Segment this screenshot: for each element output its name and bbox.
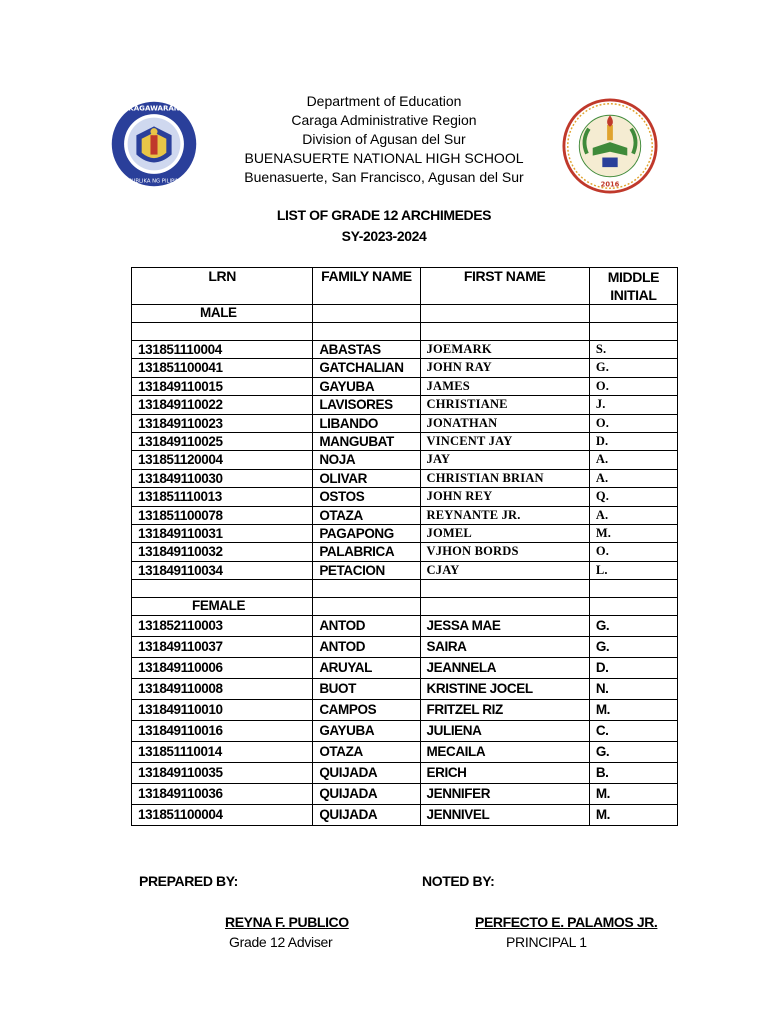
middle-initial-cell: D. [589,658,677,679]
first-name-cell: JOMEL [420,524,589,542]
lrn-cell: 131849110010 [132,700,313,721]
first-name-cell: KRISTINE JOCEL [420,679,589,700]
lrn-cell: 131851110014 [132,742,313,763]
family-name-cell: BUOT [313,679,420,700]
lrn-cell: 131849110035 [132,763,313,784]
family-name-cell: GATCHALIAN [313,359,420,377]
letterhead-school: BUENASUERTE NATIONAL HIGH SCHOOL [244,150,524,166]
first-name-cell: SAIRA [420,637,589,658]
blank-row [132,580,678,598]
family-name-cell: CAMPOS [313,700,420,721]
prepared-by-label: PREPARED BY: [139,873,238,889]
middle-initial-cell: A. [589,469,677,487]
family-name-cell: GAYUBA [313,721,420,742]
lrn-cell: 131849110022 [132,396,313,414]
lrn-cell: 131851110013 [132,488,313,506]
family-name-cell: PAGAPONG [313,524,420,542]
family-name-cell: ANTOD [313,637,420,658]
svg-text:REPUBLIKA NG PILIPINAS: REPUBLIKA NG PILIPINAS [121,178,187,185]
lrn-cell: 131852110003 [132,616,313,637]
family-name-cell: QUIJADA [313,784,420,805]
family-name-cell: GAYUBA [313,377,420,395]
lrn-cell: 131849110037 [132,637,313,658]
family-name-cell: OSTOS [313,488,420,506]
middle-initial-cell: D. [589,432,677,450]
letterhead-division: Division of Agusan del Sur [302,131,466,147]
female-students [132,616,678,826]
table-row [132,742,678,763]
noted-by-name: PERFECTO E. PALAMOS JR. [475,914,658,930]
table-row [132,488,678,506]
table-row [132,805,678,826]
table-row [132,451,678,469]
middle-initial-cell: A. [589,506,677,524]
table-row [132,679,678,700]
first-name-cell: JOHN REY [420,488,589,506]
family-name-cell: NOJA [313,451,420,469]
table-row [132,637,678,658]
female-section-row [132,598,678,616]
middle-initial-cell: N. [589,679,677,700]
family-name-cell: QUIJADA [313,763,420,784]
first-name-cell: JAMES [420,377,589,395]
table-row [132,524,678,542]
prepared-by-title: Grade 12 Adviser [229,934,333,950]
middle-initial-header-line2: INITIAL [610,287,657,303]
lrn-cell: 131849110025 [132,432,313,450]
middle-initial-cell: G. [589,742,677,763]
table-row [132,396,678,414]
middle-initial-cell: C. [589,721,677,742]
noted-by-title: PRINCIPAL 1 [506,934,587,950]
first-name-cell: JAY [420,451,589,469]
lrn-cell: 131849110008 [132,679,313,700]
table-row [132,721,678,742]
letterhead-department: Department of Education [306,93,462,109]
middle-initial-cell: G. [589,616,677,637]
blank-row [132,323,678,341]
student-roster-table [131,267,678,826]
list-title: LIST OF GRADE 12 ARCHIMEDES [276,207,492,223]
table-row [132,432,678,450]
table-row [132,763,678,784]
male-students [132,341,678,580]
family-name-cell: ANTOD [313,616,420,637]
table-row [132,700,678,721]
svg-text:2016: 2016 [600,180,620,189]
lrn-cell: 131849110032 [132,543,313,561]
family-name-cell: OLIVAR [313,469,420,487]
lrn-cell: 131849110031 [132,524,313,542]
table-row [132,414,678,432]
middle-initial-cell: Q. [589,488,677,506]
letterhead-region: Caraga Administrative Region [291,112,477,128]
table-row [132,359,678,377]
family-name-cell: OTAZA [313,742,420,763]
letterhead [0,92,768,187]
family-name-cell: ARUYAL [313,658,420,679]
middle-initial-cell: M. [589,805,677,826]
family-name-cell: QUIJADA [313,805,420,826]
first-name-cell: FRITZEL RIZ [420,700,589,721]
lrn-cell: 131851100004 [132,805,313,826]
table-row [132,469,678,487]
prepared-by-name: REYNA F. PUBLICO [225,914,349,930]
lrn-cell: 131849110016 [132,721,313,742]
first-name-cell: JOHN RAY [420,359,589,377]
family-name-cell: OTAZA [313,506,420,524]
family-name-cell: ABASTAS [313,341,420,359]
family-name-header: FAMILY NAME [313,268,420,305]
first-name-header: FIRST NAME [420,268,589,305]
family-name-cell: MANGUBAT [313,432,420,450]
middle-initial-cell: M. [589,524,677,542]
letterhead-address: Buenasuerte, San Francisco, Agusan del Sur [244,169,524,185]
family-name-cell: LAVISORES [313,396,420,414]
table-row [132,377,678,395]
lrn-header: LRN [132,268,313,305]
lrn-cell: 131849110015 [132,377,313,395]
table-row [132,341,678,359]
lrn-cell: 131849110036 [132,784,313,805]
first-name-cell: JENNIFER [420,784,589,805]
lrn-cell: 131849110006 [132,658,313,679]
family-name-cell: PETACION [313,561,420,579]
table-row [132,658,678,679]
table-row [132,543,678,561]
family-name-cell: PALABRICA [313,543,420,561]
middle-initial-cell: L. [589,561,677,579]
table-row [132,616,678,637]
first-name-cell: JENNIVEL [420,805,589,826]
male-section-row [132,305,678,323]
lrn-cell: 131849110023 [132,414,313,432]
middle-initial-cell: M. [589,700,677,721]
first-name-cell: ERICH [420,763,589,784]
first-name-cell: JONATHAN [420,414,589,432]
middle-initial-cell: J. [589,396,677,414]
lrn-cell: 131851120004 [132,451,313,469]
first-name-cell: CJAY [420,561,589,579]
lrn-cell: 131851110004 [132,341,313,359]
school-year: SY-2023-2024 [341,228,427,244]
first-name-cell: MECAILA [420,742,589,763]
first-name-cell: CHRISTIAN BRIAN [420,469,589,487]
lrn-cell: 131849110030 [132,469,313,487]
first-name-cell: JESSA MAE [420,616,589,637]
middle-initial-cell: B. [589,763,677,784]
middle-initial-cell: A. [589,451,677,469]
lrn-cell: 131851100078 [132,506,313,524]
middle-initial-header [589,268,677,305]
middle-initial-cell: O. [589,377,677,395]
female-section-label: FEMALE [132,598,313,616]
family-name-cell: LIBANDO [313,414,420,432]
noted-by-label: NOTED BY: [422,873,495,889]
table-row [132,561,678,579]
middle-initial-cell: G. [589,359,677,377]
first-name-cell: JEANNELA [420,658,589,679]
first-name-cell: JOEMARK [420,341,589,359]
lrn-cell: 131849110034 [132,561,313,579]
first-name-cell: VJHON BORDS [420,543,589,561]
middle-initial-cell: S. [589,341,677,359]
first-name-cell: CHRISTIANE [420,396,589,414]
middle-initial-cell: G. [589,637,677,658]
first-name-cell: REYNANTE JR. [420,506,589,524]
first-name-cell: VINCENT JAY [420,432,589,450]
middle-initial-header-line1: MIDDLE [607,269,660,285]
table-header-row [132,268,678,305]
middle-initial-cell: O. [589,414,677,432]
lrn-cell: 131851100041 [132,359,313,377]
male-section-label: MALE [132,305,313,323]
middle-initial-cell: M. [589,784,677,805]
first-name-cell: JULIENA [420,721,589,742]
middle-initial-cell: O. [589,543,677,561]
svg-text:KAGAWARAN: KAGAWARAN [128,103,180,113]
table-row [132,784,678,805]
table-row [132,506,678,524]
